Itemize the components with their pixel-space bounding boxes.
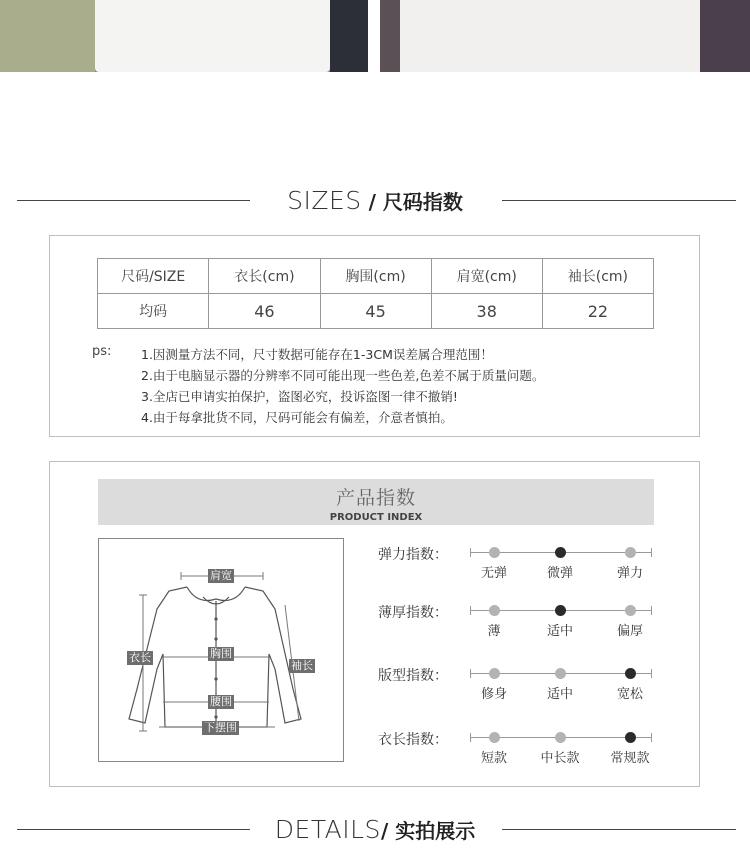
ps-notes bbox=[141, 344, 544, 428]
note-item: 4.由于每拿批货不同，尺码可能会有偏差，介意者慎拍。 bbox=[141, 410, 453, 425]
rating-option: 修身 bbox=[480, 687, 507, 702]
rating-dot bbox=[489, 668, 500, 679]
heading-cn: 尺码指数 bbox=[382, 190, 463, 214]
rating-option: 薄 bbox=[487, 624, 501, 639]
sizes-heading bbox=[0, 186, 750, 216]
table-row bbox=[98, 294, 654, 329]
heading-en: DETAILS bbox=[274, 815, 381, 844]
rating-option: 微弹 bbox=[546, 566, 573, 581]
table-header-cell: 肩宽(cm) bbox=[431, 259, 542, 294]
dark-garment bbox=[700, 0, 750, 72]
rating-option: 宽松 bbox=[616, 687, 643, 702]
rating-option: 偏厚 bbox=[616, 624, 643, 639]
product-photo-right bbox=[380, 0, 750, 72]
table-header-cell: 衣长(cm) bbox=[209, 259, 320, 294]
shoulder-label: 肩宽 bbox=[210, 569, 232, 582]
note-item: 2.由于电脑显示器的分辨率不同可能出现一些色差,色差不属于质量问题。 bbox=[141, 368, 545, 383]
note-item: 1.因测量方法不同，尺寸数据可能存在1-3CM误差属合理范围！ bbox=[141, 347, 493, 362]
rating-dot bbox=[625, 668, 636, 679]
ps-label: ps: bbox=[92, 344, 112, 359]
note-item: 3.全店已申请实拍保护，盗图必究，投诉盗图一律不撤销! bbox=[141, 389, 458, 404]
rating-dot bbox=[625, 605, 636, 616]
waist-label: 腰围 bbox=[210, 695, 232, 708]
rating-dot bbox=[555, 668, 566, 679]
hem-label: 下摆围 bbox=[204, 721, 237, 734]
white-shirt-image bbox=[95, 0, 330, 72]
table-cell: 46 bbox=[209, 294, 320, 329]
table-cell: 22 bbox=[542, 294, 653, 329]
heading-sep: / bbox=[361, 190, 383, 214]
rating-dot bbox=[625, 547, 636, 558]
lace-fabric bbox=[0, 0, 95, 72]
rating-dot bbox=[625, 732, 636, 743]
rating-dot bbox=[489, 732, 500, 743]
rating-label: 版型指数： bbox=[378, 668, 448, 684]
rating-label: 弹力指数： bbox=[378, 547, 448, 563]
rating-row-thickness bbox=[50, 602, 701, 642]
table-header-cell: 尺码/SIZE bbox=[98, 259, 209, 294]
rating-option: 中长款 bbox=[540, 751, 580, 766]
size-table bbox=[97, 258, 654, 329]
rating-dot bbox=[555, 732, 566, 743]
rating-dot bbox=[555, 547, 566, 558]
heading-sep: / bbox=[380, 819, 396, 843]
product-photo-left bbox=[0, 0, 368, 72]
rating-dot bbox=[489, 547, 500, 558]
rating-option: 常规款 bbox=[610, 751, 650, 766]
sleeve-label: 袖长 bbox=[291, 659, 313, 672]
table-cell: 均码 bbox=[98, 294, 209, 329]
product-index-banner bbox=[98, 479, 654, 525]
details-heading bbox=[0, 815, 750, 845]
heading-cn: 实拍展示 bbox=[395, 819, 476, 843]
rating-row-length bbox=[50, 729, 701, 769]
product-index-panel bbox=[49, 461, 700, 787]
size-chart-panel bbox=[49, 235, 700, 437]
heading-en: SIZES bbox=[287, 186, 362, 215]
rating-row-fit bbox=[50, 665, 701, 705]
banner-title-en: PRODUCT INDEX bbox=[329, 512, 423, 523]
rating-option: 适中 bbox=[546, 687, 573, 702]
banner-title-cn: 产品指数 bbox=[335, 487, 416, 509]
rating-option: 无弹 bbox=[480, 566, 507, 581]
table-header-row bbox=[98, 259, 654, 294]
dark-garment bbox=[330, 0, 368, 72]
rating-row-elasticity bbox=[50, 544, 701, 584]
table-cell: 45 bbox=[320, 294, 431, 329]
white-shirt-image bbox=[400, 0, 700, 72]
rating-option: 短款 bbox=[480, 751, 507, 766]
table-header-cell: 胸围(cm) bbox=[320, 259, 431, 294]
rating-label: 薄厚指数： bbox=[378, 605, 448, 621]
rating-option: 弹力 bbox=[616, 566, 643, 581]
rating-dot bbox=[555, 605, 566, 616]
chest-label: 胸围 bbox=[210, 647, 232, 660]
rating-option: 适中 bbox=[546, 624, 573, 639]
rating-dot bbox=[489, 605, 500, 616]
table-cell: 38 bbox=[431, 294, 542, 329]
length-label: 衣长 bbox=[129, 651, 151, 664]
rating-label: 衣长指数： bbox=[378, 732, 448, 748]
table-header-cell: 袖长(cm) bbox=[542, 259, 653, 294]
